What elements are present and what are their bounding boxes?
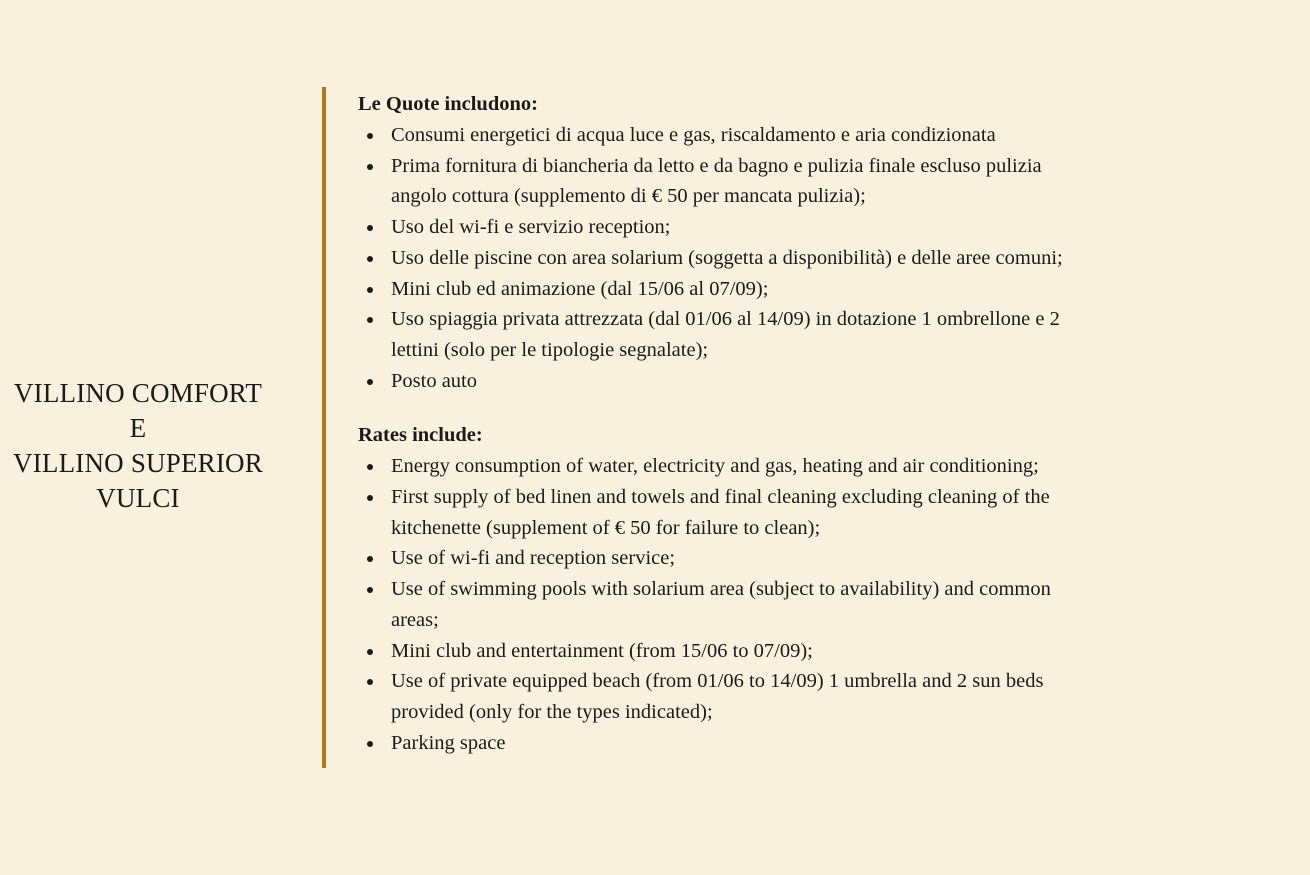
list-item-text: provided (only for the types indicated); [391, 700, 713, 723]
list-item-text: Use of swimming pools with solarium area (subject to availability) and common [391, 578, 1051, 601]
list-item-text: Use of wi-fi and reception service; [391, 547, 676, 570]
list-item [358, 574, 1258, 635]
list-item [358, 543, 1258, 574]
section-italian [358, 88, 1258, 396]
accommodation-title [0, 376, 288, 516]
list-item-text: Uso del wi-fi e servizio reception; [391, 216, 671, 239]
section-spacer [358, 396, 1258, 419]
list-item [358, 274, 1258, 305]
inclusions-list [358, 120, 1258, 396]
list-item-text: Posto auto [391, 369, 477, 392]
list-item-text: areas; [391, 608, 439, 631]
title-line: VILLINO COMFORT [13, 378, 263, 408]
list-item-text: Parking space [391, 731, 506, 754]
list-item [358, 636, 1258, 667]
list-item-text: Mini club and entertainment (from 15/06 to 07/09); [391, 639, 813, 662]
title-line: E [129, 413, 147, 443]
section-heading: Le Quote includono: [358, 93, 538, 115]
list-item [358, 304, 1258, 365]
list-item [358, 451, 1258, 482]
list-item-text: kitchenette (supplement of € 50 for failure to clean); [391, 516, 821, 539]
inclusions-list [358, 451, 1258, 758]
list-item-text: Uso delle piscine con area solarium (soggetta a disponibilità) e delle aree comuni; [391, 246, 1063, 269]
list-item [358, 120, 1258, 151]
list-item-text: Energy consumption of water, electricity and gas, heating and air conditioning; [391, 455, 1039, 478]
title-line: VILLINO SUPERIOR [13, 448, 263, 478]
list-item-text: Prima fornitura di biancheria da letto e da bagno e pulizia finale escluso pulizia [391, 154, 1042, 177]
list-item-text: First supply of bed linen and towels and final cleaning excluding cleaning of the [391, 486, 1050, 509]
list-item-text: Uso spiaggia privata attrezzata (dal 01/06 al 14/09) in dotazione 1 ombrellone e 2 [391, 308, 1060, 331]
section-heading: Rates include: [358, 424, 483, 447]
list-item [358, 243, 1258, 274]
list-item [358, 666, 1258, 727]
list-item [358, 212, 1258, 243]
rates-content [358, 88, 1258, 758]
list-item [358, 366, 1258, 397]
vertical-divider [322, 87, 326, 768]
title-line: VULCI [96, 483, 180, 513]
list-item-text: lettini (solo per le tipologie segnalate); [391, 338, 709, 361]
section-english [358, 419, 1258, 758]
list-item [358, 482, 1258, 543]
list-item [358, 151, 1258, 212]
list-item [358, 728, 1258, 759]
list-item-text: Consumi energetici di acqua luce e gas, riscaldamento e aria condizionata [391, 124, 996, 146]
list-item-text: Mini club ed animazione (dal 15/06 al 07/09); [391, 277, 769, 300]
list-item-text: Use of private equipped beach (from 01/06 to 14/09) 1 umbrella and 2 sun beds [391, 670, 1044, 693]
list-item-text: angolo cottura (supplemento di € 50 per mancata pulizia); [391, 185, 866, 208]
